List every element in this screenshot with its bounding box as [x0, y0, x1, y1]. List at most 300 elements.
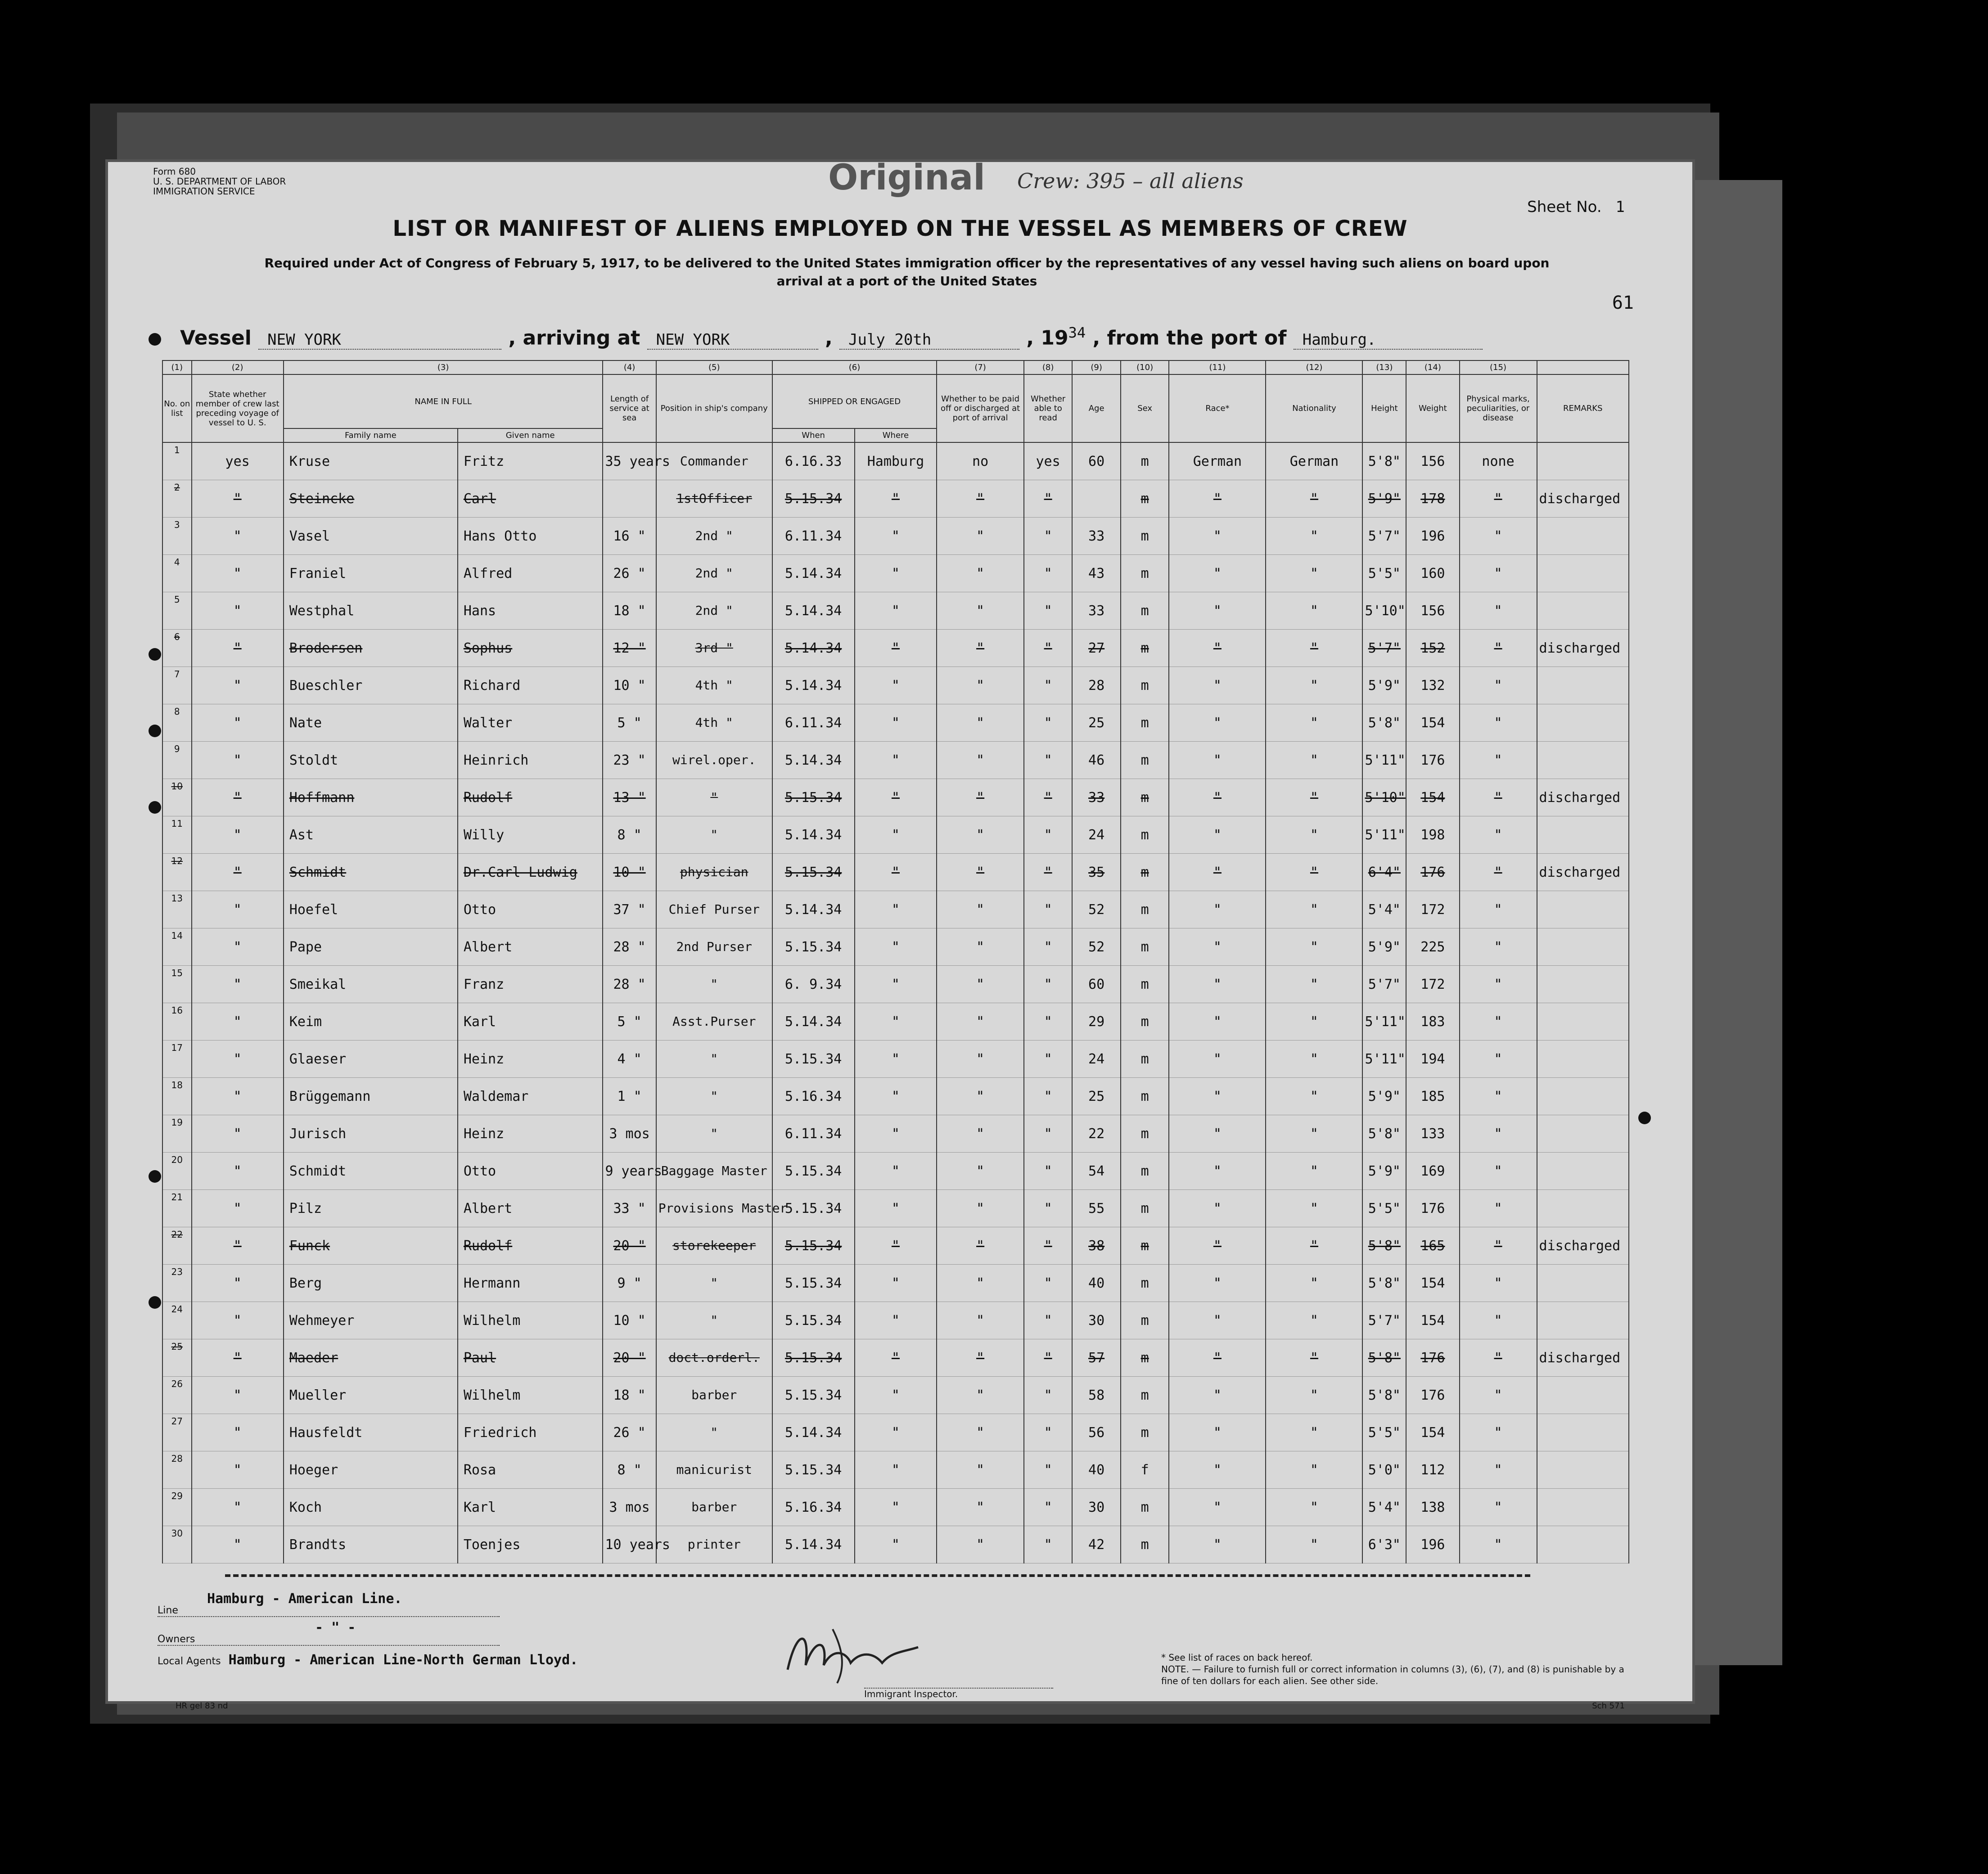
- position: ": [656, 1302, 772, 1339]
- prev-voyage: ": [192, 1414, 284, 1451]
- able-to-read: ": [1024, 704, 1073, 742]
- weight: 172: [1406, 966, 1459, 1003]
- height: 5'7": [1362, 630, 1406, 667]
- weight: 165: [1406, 1227, 1459, 1265]
- service-length: 28 ": [603, 928, 656, 966]
- position: wirel.oper.: [656, 742, 772, 779]
- col-num-13: (13): [1362, 360, 1406, 374]
- sex: m: [1121, 1265, 1169, 1302]
- family-name: Stoldt: [284, 742, 458, 779]
- vessel-label: Vessel: [180, 326, 252, 350]
- race: ": [1169, 1451, 1266, 1489]
- agents-label: Local Agents: [158, 1656, 221, 1667]
- height: 5'8": [1362, 1265, 1406, 1302]
- page-number: 61: [1612, 293, 1634, 313]
- shipped-where: ": [855, 667, 937, 704]
- remarks: [1537, 1526, 1629, 1563]
- row-number: 8: [162, 704, 192, 742]
- given-name: Heinrich: [458, 742, 603, 779]
- service-length: 18 ": [603, 592, 656, 630]
- able-to-read: ": [1024, 1302, 1073, 1339]
- weight: 154: [1406, 779, 1459, 816]
- able-to-read: ": [1024, 1041, 1073, 1078]
- race: ": [1169, 966, 1266, 1003]
- physical-marks: ": [1460, 667, 1537, 704]
- shipped-when: 5.16.34: [772, 1489, 855, 1526]
- shipped-when: 5.15.34: [772, 1041, 855, 1078]
- shipped-where: ": [855, 1339, 937, 1377]
- prev-voyage: ": [192, 1078, 284, 1115]
- height: 5'7": [1362, 966, 1406, 1003]
- position: storekeeper: [656, 1227, 772, 1265]
- nationality: ": [1266, 1302, 1362, 1339]
- col-num-9: (9): [1072, 360, 1121, 374]
- remarks: [1537, 555, 1629, 592]
- paid-off: ": [937, 1489, 1024, 1526]
- paid-off: ": [937, 1190, 1024, 1227]
- able-to-read: ": [1024, 630, 1073, 667]
- col-num-11: (11): [1169, 360, 1266, 374]
- prev-voyage: ": [192, 891, 284, 928]
- age: 27: [1072, 630, 1121, 667]
- shipped-when: 5.14.34: [772, 1003, 855, 1041]
- age: 46: [1072, 742, 1121, 779]
- position: printer: [656, 1526, 772, 1563]
- height: 5'4": [1362, 1489, 1406, 1526]
- physical-marks: ": [1460, 816, 1537, 854]
- binding-hole: [1638, 1112, 1651, 1124]
- crew-row: [162, 779, 1629, 816]
- sex: m: [1121, 1153, 1169, 1190]
- crew-row: [162, 1227, 1629, 1265]
- weight: 194: [1406, 1041, 1459, 1078]
- weight: 178: [1406, 480, 1459, 518]
- paid-off: ": [937, 1227, 1024, 1265]
- remarks: [1537, 1041, 1629, 1078]
- paid-off: ": [937, 779, 1024, 816]
- family-name: Smeikal: [284, 966, 458, 1003]
- service-length: 5 ": [603, 1003, 656, 1041]
- crew-row: [162, 966, 1629, 1003]
- remarks: discharged: [1537, 854, 1629, 891]
- sex: m: [1121, 704, 1169, 742]
- remarks: [1537, 667, 1629, 704]
- age: 54: [1072, 1153, 1121, 1190]
- sex: m: [1121, 966, 1169, 1003]
- able-to-read: ": [1024, 518, 1073, 555]
- position: physician: [656, 854, 772, 891]
- given-name: Waldemar: [458, 1078, 603, 1115]
- paid-off: ": [937, 480, 1024, 518]
- form-header: [153, 167, 286, 196]
- family-name: Bueschler: [284, 667, 458, 704]
- prev-voyage: ": [192, 928, 284, 966]
- height: 5'8": [1362, 442, 1406, 480]
- nationality: ": [1266, 667, 1362, 704]
- service-length: 10 ": [603, 667, 656, 704]
- height: 5'5": [1362, 555, 1406, 592]
- service-length: 13 ": [603, 779, 656, 816]
- col-header-family: Family name: [284, 428, 458, 442]
- prev-voyage: ": [192, 1041, 284, 1078]
- age: 25: [1072, 704, 1121, 742]
- given-name: Wilhelm: [458, 1302, 603, 1339]
- paid-off: ": [937, 1153, 1024, 1190]
- crew-row: [162, 816, 1629, 854]
- race: ": [1169, 1414, 1266, 1451]
- age: 25: [1072, 1078, 1121, 1115]
- paper-stack-edge: [1692, 180, 1782, 1665]
- race: German: [1169, 442, 1266, 480]
- sex: m: [1121, 1190, 1169, 1227]
- row-number: 14: [162, 928, 192, 966]
- col-header-given: Given name: [458, 428, 603, 442]
- given-name: Karl: [458, 1489, 603, 1526]
- height: 5'0": [1362, 1451, 1406, 1489]
- shipped-where: ": [855, 1190, 937, 1227]
- age: 38: [1072, 1227, 1121, 1265]
- nationality: ": [1266, 966, 1362, 1003]
- position: Chief Purser: [656, 891, 772, 928]
- family-name: Nate: [284, 704, 458, 742]
- given-name: Hans: [458, 592, 603, 630]
- position: Asst.Purser: [656, 1003, 772, 1041]
- shipped-where: ": [855, 1526, 937, 1563]
- given-name: Fritz: [458, 442, 603, 480]
- shipped-where: ": [855, 1377, 937, 1414]
- age: 60: [1072, 442, 1121, 480]
- position: barber: [656, 1377, 772, 1414]
- position: barber: [656, 1489, 772, 1526]
- service-length: 26 ": [603, 1414, 656, 1451]
- age: 56: [1072, 1414, 1121, 1451]
- physical-marks: ": [1460, 1003, 1537, 1041]
- nationality: ": [1266, 1078, 1362, 1115]
- physical-marks: ": [1460, 1115, 1537, 1153]
- nationality: ": [1266, 854, 1362, 891]
- height: 6'3": [1362, 1526, 1406, 1563]
- shipped-where: ": [855, 779, 937, 816]
- able-to-read: ": [1024, 1339, 1073, 1377]
- original-stamp: Original: [828, 158, 985, 198]
- row-number: 16: [162, 1003, 192, 1041]
- row-number: 23: [162, 1265, 192, 1302]
- sex: m: [1121, 1115, 1169, 1153]
- service-length: 8 ": [603, 1451, 656, 1489]
- crew-row: [162, 704, 1629, 742]
- col-num-2: (2): [192, 360, 284, 374]
- height: 5'8": [1362, 704, 1406, 742]
- able-to-read: ": [1024, 816, 1073, 854]
- nationality: ": [1266, 1190, 1362, 1227]
- col-header-no: No. on list: [162, 374, 192, 442]
- sex: m: [1121, 518, 1169, 555]
- row-number: 13: [162, 891, 192, 928]
- row-number: 5: [162, 592, 192, 630]
- weight: 176: [1406, 1377, 1459, 1414]
- shipped-where: ": [855, 1227, 937, 1265]
- col-header-where: Where: [855, 428, 937, 442]
- row-number: 27: [162, 1414, 192, 1451]
- sheet-value: 1: [1615, 198, 1625, 216]
- physical-marks: ": [1460, 630, 1537, 667]
- position: 4th ": [656, 704, 772, 742]
- nationality: ": [1266, 1526, 1362, 1563]
- race: ": [1169, 816, 1266, 854]
- prev-voyage: ": [192, 667, 284, 704]
- paid-off: ": [937, 630, 1024, 667]
- shipped-when: 5.14.34: [772, 816, 855, 854]
- given-name: Paul: [458, 1339, 603, 1377]
- age: 29: [1072, 1003, 1121, 1041]
- race: ": [1169, 1526, 1266, 1563]
- col-header-paid-off: Whether to be paid off or discharged at port of arrival: [937, 374, 1024, 442]
- form-code-right: Sch 571: [1592, 1701, 1625, 1711]
- physical-marks: ": [1460, 1302, 1537, 1339]
- family-name: Keim: [284, 1003, 458, 1041]
- height: 5'7": [1362, 1302, 1406, 1339]
- crew-row: [162, 518, 1629, 555]
- remarks: [1537, 816, 1629, 854]
- binding-hole: [149, 1170, 161, 1183]
- able-to-read: ": [1024, 1414, 1073, 1451]
- remarks: [1537, 742, 1629, 779]
- shipped-when: 6.11.34: [772, 704, 855, 742]
- able-to-read: ": [1024, 667, 1073, 704]
- position: 2nd Purser: [656, 928, 772, 966]
- remarks: [1537, 1451, 1629, 1489]
- remarks: [1537, 704, 1629, 742]
- able-to-read: yes: [1024, 442, 1073, 480]
- physical-marks: ": [1460, 480, 1537, 518]
- col-header-service: Length of service at sea: [603, 374, 656, 442]
- age: 52: [1072, 891, 1121, 928]
- prev-voyage: ": [192, 704, 284, 742]
- given-name: Otto: [458, 1153, 603, 1190]
- nationality: ": [1266, 1115, 1362, 1153]
- given-name: Sophus: [458, 630, 603, 667]
- sex: m: [1121, 742, 1169, 779]
- race: ": [1169, 1339, 1266, 1377]
- remarks: [1537, 966, 1629, 1003]
- service-length: 1 ": [603, 1078, 656, 1115]
- shipped-where: ": [855, 1489, 937, 1526]
- inspector-signature: [779, 1620, 932, 1689]
- height: 5'9": [1362, 667, 1406, 704]
- family-name: Glaeser: [284, 1041, 458, 1078]
- nationality: ": [1266, 1265, 1362, 1302]
- shipped-where: ": [855, 742, 937, 779]
- service-length: 12 ": [603, 630, 656, 667]
- physical-marks: ": [1460, 1414, 1537, 1451]
- position: 4th ": [656, 667, 772, 704]
- able-to-read: ": [1024, 891, 1073, 928]
- nationality: ": [1266, 779, 1362, 816]
- height: 5'11": [1362, 742, 1406, 779]
- shipped-when: 6. 9.34: [772, 966, 855, 1003]
- physical-marks: ": [1460, 966, 1537, 1003]
- vessel-name: NEW YORK: [258, 331, 501, 350]
- family-name: Brodersen: [284, 630, 458, 667]
- given-name: Rudolf: [458, 1227, 603, 1265]
- able-to-read: ": [1024, 1265, 1073, 1302]
- shipped-where: ": [855, 704, 937, 742]
- remarks: [1537, 1153, 1629, 1190]
- prev-voyage: ": [192, 518, 284, 555]
- position: ": [656, 966, 772, 1003]
- position: ": [656, 1041, 772, 1078]
- position: 2nd ": [656, 555, 772, 592]
- row-number: 1: [162, 442, 192, 480]
- family-name: Maeder: [284, 1339, 458, 1377]
- sheet-label: Sheet No.: [1527, 198, 1602, 216]
- position: manicurist: [656, 1451, 772, 1489]
- given-name: Toenjes: [458, 1526, 603, 1563]
- row-number: 6: [162, 630, 192, 667]
- shipped-where: ": [855, 891, 937, 928]
- signature-image: [779, 1620, 932, 1688]
- age: 24: [1072, 816, 1121, 854]
- given-name: Alfred: [458, 555, 603, 592]
- height: 5'5": [1362, 1414, 1406, 1451]
- crew-row: [162, 1302, 1629, 1339]
- paid-off: ": [937, 1003, 1024, 1041]
- family-name: Jurisch: [284, 1115, 458, 1153]
- shipped-where: ": [855, 1078, 937, 1115]
- paid-off: ": [937, 816, 1024, 854]
- family-name: Vasel: [284, 518, 458, 555]
- age: 55: [1072, 1190, 1121, 1227]
- binding-hole: [149, 1296, 161, 1309]
- fine-note: NOTE. — Failure to furnish full or correct information in columns (3), (6), (7), and (8) is punishable by a fine of ten dollars for each alien. See other side.: [1161, 1664, 1624, 1686]
- shipped-when: 5.15.34: [772, 1451, 855, 1489]
- remarks: [1537, 1489, 1629, 1526]
- shipped-where: ": [855, 966, 937, 1003]
- binding-hole: [149, 648, 161, 661]
- race: ": [1169, 1265, 1266, 1302]
- crew-table-body: [162, 442, 1629, 1563]
- binding-hole: [149, 725, 161, 737]
- row-number: 30: [162, 1526, 192, 1563]
- binding-hole: [149, 333, 161, 346]
- form-service: IMMIGRATION SERVICE: [153, 186, 255, 197]
- sheet-number: [1527, 198, 1625, 216]
- shipped-when: 5.15.34: [772, 779, 855, 816]
- prev-voyage: ": [192, 1190, 284, 1227]
- age: [1072, 480, 1121, 518]
- row-number: 4: [162, 555, 192, 592]
- service-length: 20 ": [603, 1339, 656, 1377]
- row-number: 10: [162, 779, 192, 816]
- given-name: Hermann: [458, 1265, 603, 1302]
- prev-voyage: ": [192, 1003, 284, 1041]
- weight: 176: [1406, 742, 1459, 779]
- race: ": [1169, 1489, 1266, 1526]
- age: 33: [1072, 779, 1121, 816]
- service-length: 3 mos: [603, 1489, 656, 1526]
- col-num-7: (7): [937, 360, 1024, 374]
- row-number: 22: [162, 1227, 192, 1265]
- age: 24: [1072, 1041, 1121, 1078]
- page-subtitle: Required under Act of Congress of February 5, 1917, to be delivered to the United States immigration officer by the representatives of any vessel having such aliens on board upon arrival at a port of the United States: [264, 256, 1550, 288]
- paid-off: ": [937, 1451, 1024, 1489]
- family-name: Westphal: [284, 592, 458, 630]
- paid-off: ": [937, 555, 1024, 592]
- service-length: 23 ": [603, 742, 656, 779]
- crew-row: [162, 1489, 1629, 1526]
- prev-voyage: ": [192, 555, 284, 592]
- given-name: Rudolf: [458, 779, 603, 816]
- weight: 176: [1406, 1190, 1459, 1227]
- column-numbers-row: [162, 360, 1629, 374]
- nationality: ": [1266, 1377, 1362, 1414]
- row-number: 29: [162, 1489, 192, 1526]
- row-number: 7: [162, 667, 192, 704]
- nationality: ": [1266, 891, 1362, 928]
- footer-line: [158, 1591, 578, 1668]
- family-name: Hoeger: [284, 1451, 458, 1489]
- nationality: German: [1266, 442, 1362, 480]
- able-to-read: ": [1024, 1526, 1073, 1563]
- paid-off: ": [937, 966, 1024, 1003]
- physical-marks: ": [1460, 891, 1537, 928]
- sex: m: [1121, 1526, 1169, 1563]
- age: 35: [1072, 854, 1121, 891]
- shipped-when: 5.14.34: [772, 1414, 855, 1451]
- able-to-read: ": [1024, 1115, 1073, 1153]
- remarks: [1537, 1302, 1629, 1339]
- remarks: [1537, 1265, 1629, 1302]
- crew-row: [162, 1265, 1629, 1302]
- height: 5'11": [1362, 1003, 1406, 1041]
- weight: 133: [1406, 1115, 1459, 1153]
- race: ": [1169, 592, 1266, 630]
- row-number: 9: [162, 742, 192, 779]
- family-name: Brandts: [284, 1526, 458, 1563]
- row-number: 24: [162, 1302, 192, 1339]
- height: 5'4": [1362, 891, 1406, 928]
- paid-off: ": [937, 1265, 1024, 1302]
- family-name: Franiel: [284, 555, 458, 592]
- able-to-read: ": [1024, 1190, 1073, 1227]
- physical-marks: ": [1460, 742, 1537, 779]
- family-name: Funck: [284, 1227, 458, 1265]
- prev-voyage: ": [192, 966, 284, 1003]
- height: 5'9": [1362, 1153, 1406, 1190]
- height: 5'8": [1362, 1227, 1406, 1265]
- crew-row: [162, 1339, 1629, 1377]
- shipped-where: ": [855, 1153, 937, 1190]
- family-name: Steincke: [284, 480, 458, 518]
- height: 5'8": [1362, 1339, 1406, 1377]
- height: 5'11": [1362, 1041, 1406, 1078]
- shipped-when: 6.11.34: [772, 518, 855, 555]
- service-length: 9 years: [603, 1153, 656, 1190]
- shipped-when: 6.16.33: [772, 442, 855, 480]
- col-num-8: (8): [1024, 360, 1073, 374]
- race: ": [1169, 1078, 1266, 1115]
- shipped-when: 6.11.34: [772, 1115, 855, 1153]
- remarks: [1537, 1003, 1629, 1041]
- nationality: ": [1266, 555, 1362, 592]
- nationality: ": [1266, 928, 1362, 966]
- prev-voyage: ": [192, 1377, 284, 1414]
- height: 5'10": [1362, 592, 1406, 630]
- weight: 196: [1406, 518, 1459, 555]
- crew-row: [162, 1003, 1629, 1041]
- family-name: Kruse: [284, 442, 458, 480]
- able-to-read: ": [1024, 779, 1073, 816]
